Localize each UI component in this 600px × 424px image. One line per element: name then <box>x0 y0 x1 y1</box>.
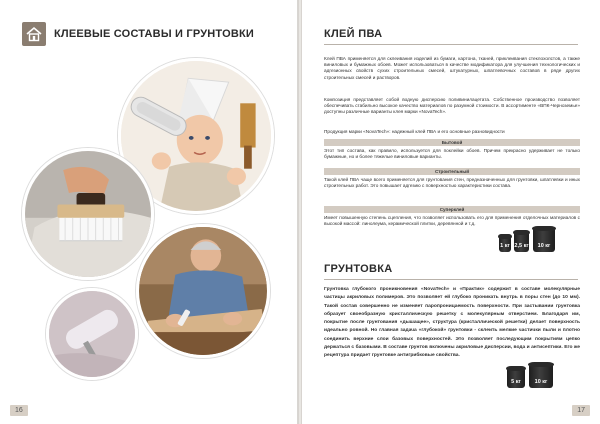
type-band-household: Бытовой <box>324 139 580 146</box>
section-title-glue: КЛЕЙ ПВА <box>324 28 578 45</box>
photo-paint-roller <box>46 288 138 380</box>
page-number: 17 <box>572 405 590 416</box>
bucket-label: 2,5 кг <box>514 243 529 249</box>
page-number: 16 <box>10 405 28 416</box>
bucket-label: 10 кг <box>537 243 551 249</box>
type-text-superglue: Имеет повышенную степень сцепления, что позволяет использовать его для применения отделочных материалов с высокой массой: линолеума, керамической плитки, деревянной и т.д. <box>324 215 580 227</box>
photo-paste-brush <box>22 148 154 280</box>
type-band-superglue: Суперклей <box>324 206 580 213</box>
photo-worker-gluing <box>136 224 270 358</box>
glue-bucket-large <box>532 226 556 252</box>
primer-text: Грунтовка глубокого проникновения «NovaTech» и «Практик» содержит в составе молекулярные частицы акриловых полимеров. Это позволяет ей глубоко проникать внутрь в поры стен (до 10 мм). Такой состав совершенно не изменяет паропроницаемость поверхности. При застывании грунтовка образует своеобразную кристаллическую решетку с молекулярным отверстием. Благодаря им, покрытие после грунтования «дышащее», структура (кристаллической решетки) делает поверхность идеально ровной. Но главная задача «глубокой» грунтовки - склеить мелкие частички пыли и плотно соединить верхние слои базовых поверхностей. Это позволяет последующим покрытиям цепко держаться с базовыми. В составе грунтов включены акриловые дисперсии, вода и антисептики. Его же рецептура придает грунтовке антигрибковые свойства. <box>324 287 580 359</box>
section-logo <box>22 22 46 46</box>
bucket-label: 10 кг <box>534 379 548 385</box>
type-text-construction: Такой клей ПВА чаще всего применяется для грунтования стен, предназначенных для грунтовки, шпатлевки и иных строительных работ. Это повышает адгезию с поверхностью характеристики состава. <box>324 177 580 189</box>
glue-bucket-small <box>498 234 512 252</box>
bucket-label: 1 кг <box>500 243 510 249</box>
type-band-construction: Строительный <box>324 168 580 175</box>
glue-products-intro: Продукция марки «NovaTech»: надежный клей ПВА и его основные разновидности <box>324 129 505 134</box>
page-title: КЛЕЕВЫЕ СОСТАВЫ И ГРУНТОВКИ <box>54 28 254 40</box>
house-tools-icon <box>25 25 43 43</box>
primer-bucket-large <box>528 362 554 388</box>
primer-bucket-small <box>506 366 526 388</box>
glue-intro: Клей ПВА применяется для склеивания изделий из бумаги, картона, тканей, приклеивания стеклохолстов, а также виниловых и бумажных обоев. Может использоваться в качестве модификатора для улучшения технологических и адгезионных свойств сухих строительных смесей, штукатурных, шпатлевочных составов в ряде других строительных смесей и растворов. <box>324 56 580 80</box>
glue-bucket-medium <box>513 230 530 252</box>
type-text-household: Этот тип состава, как правило, используется для поклейки обоев. Причем прекрасно удерживает не только бумажные, но и более тяжелые виниловые варианты. <box>324 148 580 160</box>
left-page <box>0 0 298 424</box>
glue-composition: Композиция представляет собой водную дисперсию поливинилацетата. Собственное производство позволяет обеспечивать стабильно высокое качество материалов по разумной стоимости. В ассортименте «ВПК-Черноземье» доступны различные варианты клея марки «NovaTech». <box>324 97 580 115</box>
section-title-primer: ГРУНТОВКА <box>324 263 578 280</box>
bucket-label: 5 кг <box>511 379 521 385</box>
right-page <box>302 0 600 424</box>
